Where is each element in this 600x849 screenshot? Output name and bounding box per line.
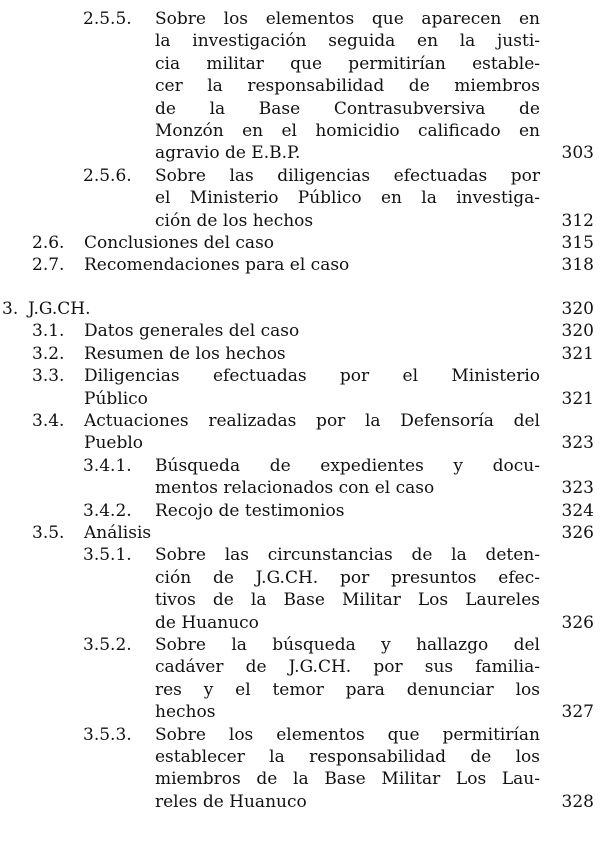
entry-title-line: reles de Huanuco — [155, 791, 307, 812]
entry-title — [155, 8, 548, 165]
entry-number: 3.4.1. — [83, 455, 132, 476]
entry-title-line: Búsqueda de expedientes y docu- — [155, 455, 540, 476]
entry-number: 3.4.2. — [83, 500, 132, 521]
entry-title — [84, 522, 548, 544]
entry-page-number: 320 — [561, 321, 594, 342]
toc-entry-3-2 — [0, 343, 600, 365]
entry-title-line: Conclusiones del caso — [84, 233, 275, 254]
entry-title-line: Resumen de los hechos — [84, 343, 286, 364]
entry-title-line: hechos — [155, 702, 216, 723]
entry-title-line: res y el temor para denunciar los — [155, 679, 540, 700]
entry-title-line: Sobre los elementos que permitirían — [155, 724, 540, 745]
entry-title-line: establecer la responsabilidad de los — [155, 747, 540, 767]
entry-title — [155, 724, 548, 814]
entry-title-line: de Huanuco — [155, 612, 259, 633]
toc-entry-2-7 — [0, 254, 600, 276]
toc-entry-3-4-1 — [0, 455, 600, 500]
entry-page-number: 326 — [561, 522, 594, 543]
entry-page-number: 323 — [561, 433, 594, 454]
entry-title-line: Recojo de testimonios — [155, 500, 345, 521]
toc-entry-3-4-2 — [0, 500, 600, 522]
entry-title-line: cer la responsabilidad de miembros — [155, 76, 540, 97]
entry-title-line: la investigación seguida en la justi- — [155, 31, 540, 52]
entry-number: 3. — [2, 298, 19, 319]
toc-entry-3-1 — [0, 320, 600, 342]
entry-title-line: Datos generales del caso — [84, 321, 300, 342]
entry-title-line: tivos de la Base Militar Los Laureles — [155, 590, 540, 611]
section-gap — [0, 277, 600, 298]
entry-number: 3.2. — [32, 343, 65, 364]
entry-title-line: Sobre las circunstancias de la deten- — [155, 545, 540, 566]
entry-title — [84, 232, 548, 254]
toc-entry-2-5-5 — [0, 8, 600, 165]
entry-title — [155, 165, 548, 232]
entry-page-number: 303 — [561, 143, 594, 164]
toc-entry-2-6 — [0, 232, 600, 254]
entry-title-line: miembros de la Base Militar Los Lau- — [155, 769, 540, 790]
entry-page-number: 315 — [561, 233, 594, 254]
entry-title-line: J.G.CH. — [28, 298, 91, 319]
entry-title — [84, 343, 548, 365]
entry-page-number: 328 — [561, 791, 594, 812]
entry-title — [155, 500, 548, 522]
entry-title-line: Análisis — [84, 522, 152, 543]
entry-title-line: cia militar que permitirían estable- — [155, 53, 540, 74]
entry-number: 2.6. — [32, 233, 65, 254]
toc-entry-3-5-3 — [0, 724, 600, 814]
toc-entry-3-4 — [0, 410, 600, 455]
entry-title-line: ción de los hechos — [155, 210, 314, 231]
entry-number: 3.3. — [32, 366, 65, 387]
entry-title-line: cadáver de J.G.CH. por sus familia- — [155, 657, 540, 678]
entry-page-number: 321 — [561, 343, 594, 364]
entry-title — [155, 634, 548, 724]
entry-number: 3.4. — [32, 410, 65, 431]
entry-title-line: el Ministerio Público en la investiga- — [155, 188, 540, 209]
entry-title-line: Sobre las diligencias efectuadas por — [155, 165, 540, 186]
toc-entry-3 — [0, 298, 600, 320]
toc-entry-3-5 — [0, 522, 600, 544]
entry-number: 3.5.2. — [83, 634, 132, 655]
entry-title-line: Sobre la búsqueda y hallazgo del — [155, 634, 540, 655]
entry-page-number: 320 — [561, 298, 594, 319]
entry-page-number: 318 — [561, 255, 594, 276]
entry-page-number: 327 — [561, 702, 594, 723]
entry-page-number: 312 — [561, 210, 594, 231]
toc-entry-3-5-2 — [0, 634, 600, 724]
entry-title — [84, 365, 548, 410]
entry-page-number: 326 — [561, 612, 594, 633]
toc-entry-2-5-6 — [0, 165, 600, 232]
entry-title — [155, 455, 548, 500]
entry-page-number: 324 — [561, 500, 594, 521]
entry-title-line: ción de J.G.CH. por presuntos efec- — [155, 567, 540, 588]
entry-title-line: mentos relacionados con el caso — [155, 478, 435, 499]
entry-title — [84, 410, 548, 455]
entry-title-line: Monzón en el homicidio calificado en — [155, 121, 540, 142]
entry-title-line: de la Base Contrasubversiva de — [155, 98, 540, 119]
entry-page-number: 323 — [561, 478, 594, 499]
entry-number: 2.7. — [32, 255, 65, 276]
toc-entry-3-5-1 — [0, 544, 600, 634]
entry-number: 2.5.6. — [83, 165, 132, 186]
entry-title-line: Diligencias efectuadas por el Ministerio — [84, 366, 540, 387]
entry-title-line: Público — [84, 388, 148, 409]
entry-page-number: 321 — [561, 388, 594, 409]
entry-title-line: Actuaciones realizadas por la Defensoría del — [84, 410, 540, 431]
entry-title-line: agravio de E.B.P. — [155, 143, 301, 164]
entry-title — [84, 320, 548, 342]
entry-title — [84, 254, 548, 276]
toc-entry-3-3 — [0, 365, 600, 410]
entry-title-line: Recomendaciones para el caso — [84, 255, 350, 276]
entry-number: 3.5.3. — [83, 724, 132, 745]
entry-title — [28, 298, 548, 320]
entry-number: 3.5.1. — [83, 545, 132, 566]
entry-title-line: Sobre los elementos que aparecen en — [155, 9, 540, 29]
entry-number: 2.5.5. — [83, 9, 132, 29]
table-of-contents — [0, 8, 600, 813]
entry-title-line: Pueblo — [84, 433, 144, 454]
entry-number: 3.1. — [32, 321, 65, 342]
entry-number: 3.5. — [32, 522, 65, 543]
entry-title — [155, 544, 548, 634]
